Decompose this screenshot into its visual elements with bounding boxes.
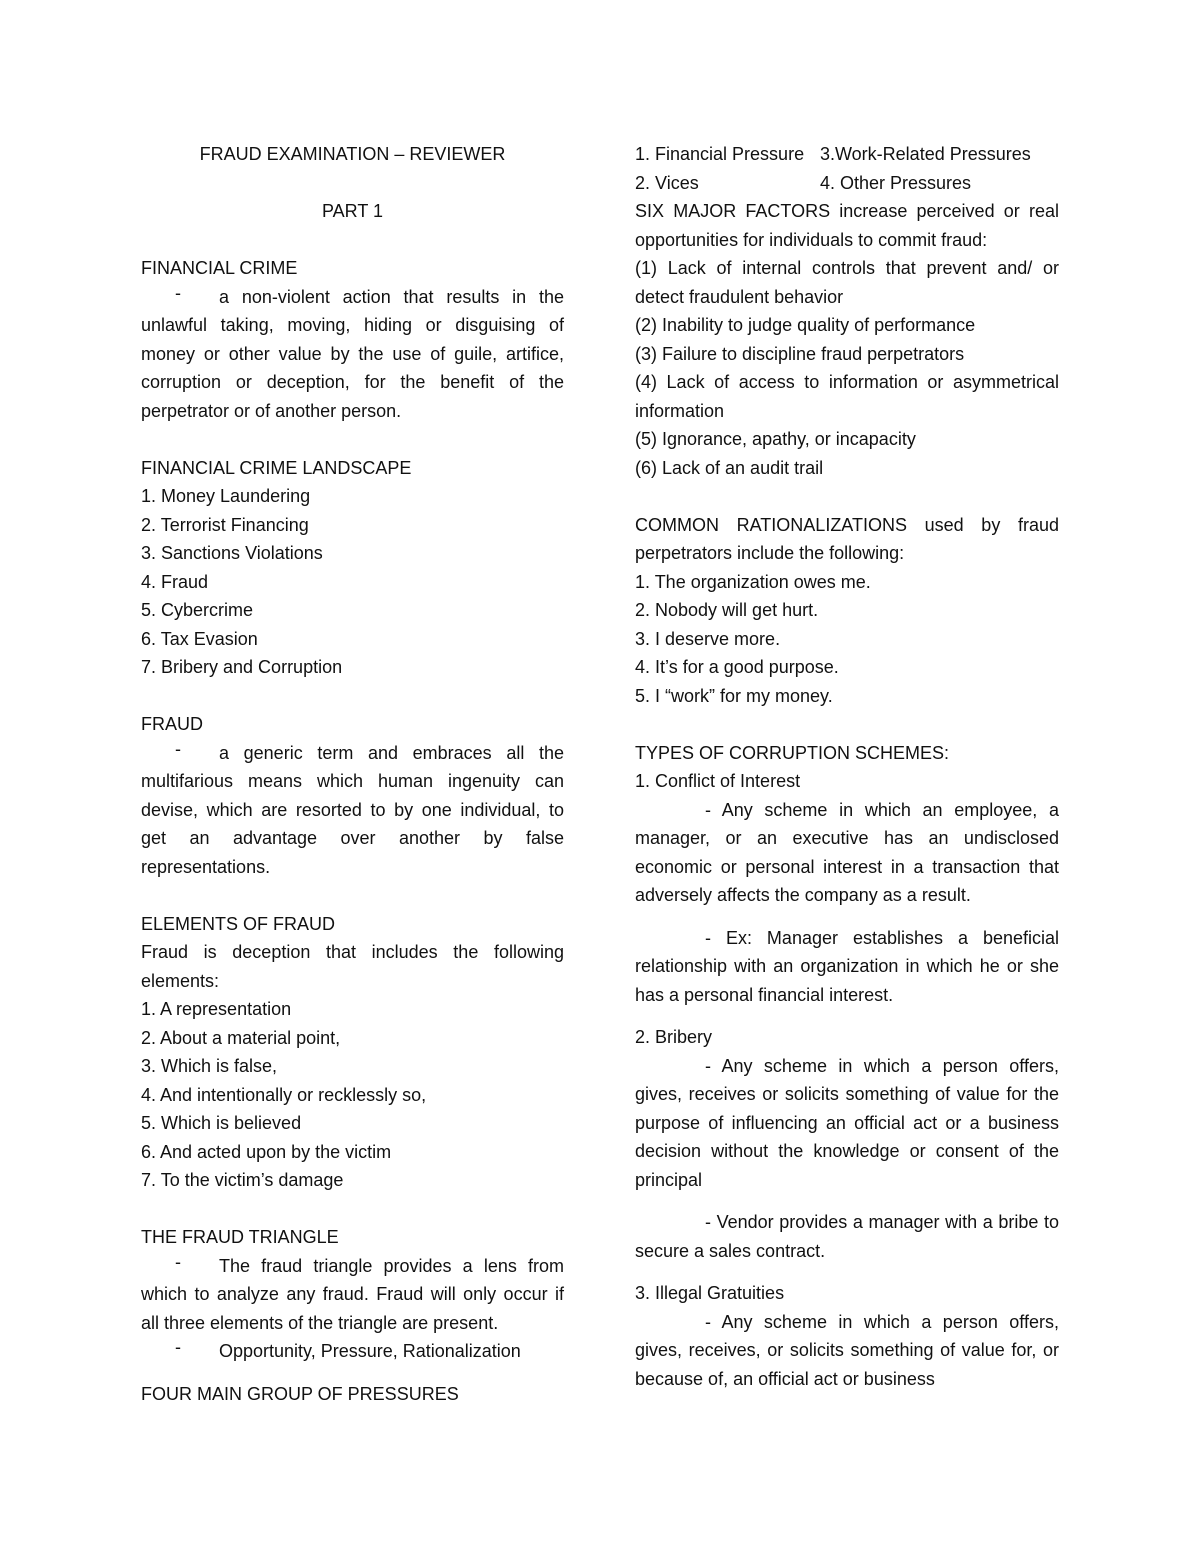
- left-column: [141, 140, 564, 1408]
- six-factors-intro: SIX MAJOR FACTORS increase perceived or real opportunities for individuals to commit fraud:: [635, 201, 1059, 250]
- list-item: 1. A representation: [141, 999, 292, 1019]
- list-item: 2. About a material point,: [141, 1027, 341, 1048]
- fraud-definition: [141, 739, 564, 768]
- conflict-of-interest-heading: 1. Conflict of Interest: [635, 771, 801, 791]
- list-item: 5. Cybercrime: [141, 600, 254, 620]
- list-item: 1. The organization owes me.: [635, 571, 871, 592]
- fraud-triangle-heading: THE FRAUD TRIANGLE: [141, 1227, 339, 1247]
- list-item: 5. Which is believed: [141, 1113, 302, 1133]
- pressures-heading: FOUR MAIN GROUP OF PRESSURES: [141, 1383, 459, 1404]
- list-item: 6. Tax Evasion: [141, 628, 258, 649]
- factor-item: (5) Ignorance, apathy, or incapacity: [635, 429, 916, 449]
- fraud-def-first: a generic term and embraces all the: [219, 742, 564, 763]
- list-item: 4. It’s for a good purpose.: [635, 657, 839, 677]
- factor-item: (4) Lack of access to information or asymmetrical information: [635, 372, 1059, 421]
- illegal-gratuities-definition: - Any scheme in which a person offers, gives, receives, or solicits something of value for, or because of, an official act or business: [635, 1311, 1059, 1389]
- dash-bullet: -: [175, 1337, 181, 1357]
- pressure-item: 1. Financial Pressure: [635, 144, 805, 164]
- bribery-definition: - Any scheme in which a person offers, gives, receives or solicits something of value for the purpose of influencing an official act or a business decision without the knowledge or consent of the principal: [635, 1055, 1059, 1190]
- pressure-item: 2. Vices: [635, 172, 699, 193]
- illegal-gratuities-heading: 3. Illegal Gratuities: [635, 1283, 785, 1303]
- dash-bullet: -: [175, 282, 181, 303]
- list-item: 3. Sanctions Violations: [141, 543, 323, 563]
- list-item: 1. Money Laundering: [141, 486, 311, 506]
- elements-intro: Fraud is deception that includes the following elements:: [141, 942, 564, 991]
- part-label: PART 1: [321, 201, 384, 221]
- conflict-of-interest-definition: - Any scheme in which an employee, a manager, or an executive has an undisclosed economic or personal interest in a transaction that adversely affects the company as a result.: [635, 799, 1059, 905]
- factor-item: (2) Inability to judge quality of performance: [635, 315, 976, 335]
- list-item: 2. Terrorist Financing: [141, 514, 309, 535]
- list-item: 7. Bribery and Corruption: [141, 657, 343, 677]
- factor-item: (3) Failure to discipline fraud perpetrators: [635, 343, 965, 364]
- financial-crime-def-rest: unlawful taking, moving, hiding or disguising of money or other value by the use of guile, artifice, corruption or deception, for the benefit of the perpetrator or of another person.: [141, 315, 564, 421]
- elements-heading: ELEMENTS OF FRAUD: [141, 913, 336, 934]
- pressure-item: 4. Other Pressures: [820, 172, 972, 193]
- document-title: FRAUD EXAMINATION – REVIEWER: [199, 144, 506, 164]
- pressure-item: 3.Work-Related Pressures: [820, 144, 1031, 164]
- list-item: 4. And intentionally or recklessly so,: [141, 1084, 427, 1105]
- financial-crime-definition: [141, 283, 564, 312]
- pressures-row-2: [635, 169, 1059, 198]
- bribery-example: - Vendor provides a manager with a bribe to secure a sales contract.: [635, 1212, 1059, 1261]
- pressures-row-1: [635, 140, 1059, 169]
- triangle-def-first: The fraud triangle provides a lens from: [219, 1255, 564, 1276]
- financial-crime-def-first: a non-violent action that results in the: [219, 286, 564, 307]
- financial-crime-heading: FINANCIAL CRIME: [141, 258, 298, 278]
- corruption-heading: TYPES OF CORRUPTION SCHEMES:: [635, 742, 950, 763]
- factor-item: (6) Lack of an audit trail: [635, 457, 824, 478]
- landscape-heading: FINANCIAL CRIME LANDSCAPE: [141, 457, 412, 478]
- list-item: 2. Nobody will get hurt.: [635, 600, 819, 620]
- fraud-heading: FRAUD: [141, 714, 203, 734]
- list-item: 5. I “work” for my money.: [635, 685, 833, 706]
- list-item: 4. Fraud: [141, 571, 209, 592]
- triangle-def-rest: which to analyze any fraud. Fraud will only occur if all three elements of the triangle are present.: [141, 1284, 564, 1333]
- rationalizations-intro: COMMON RATIONALIZATIONS used by fraud perpetrators include the following:: [635, 514, 1059, 563]
- list-item: 3. I deserve more.: [635, 628, 781, 649]
- list-item: 6. And acted upon by the victim: [141, 1141, 392, 1162]
- fraud-triangle-elements: [141, 1337, 564, 1366]
- dash-bullet: -: [175, 738, 181, 759]
- dash-bullet: -: [175, 1251, 181, 1272]
- fraud-def-rest: multifarious means which human ingenuity can devise, which are resorted to by one individual, to get an advantage over another by false representations.: [141, 771, 564, 877]
- triangle-elements-text: Opportunity, Pressure, Rationalization: [219, 1341, 521, 1361]
- list-item: 3. Which is false,: [141, 1056, 278, 1076]
- right-column: [635, 140, 1059, 1393]
- list-item: 7. To the victim’s damage: [141, 1170, 344, 1190]
- fraud-triangle-definition: [141, 1252, 564, 1281]
- bribery-heading: 2. Bribery: [635, 1027, 713, 1047]
- conflict-of-interest-example: - Ex: Manager establishes a beneficial relationship with an organization in which he or she has a personal financial interest.: [635, 927, 1059, 1005]
- factor-item: (1) Lack of internal controls that prevent and/ or detect fraudulent behavior: [635, 258, 1059, 307]
